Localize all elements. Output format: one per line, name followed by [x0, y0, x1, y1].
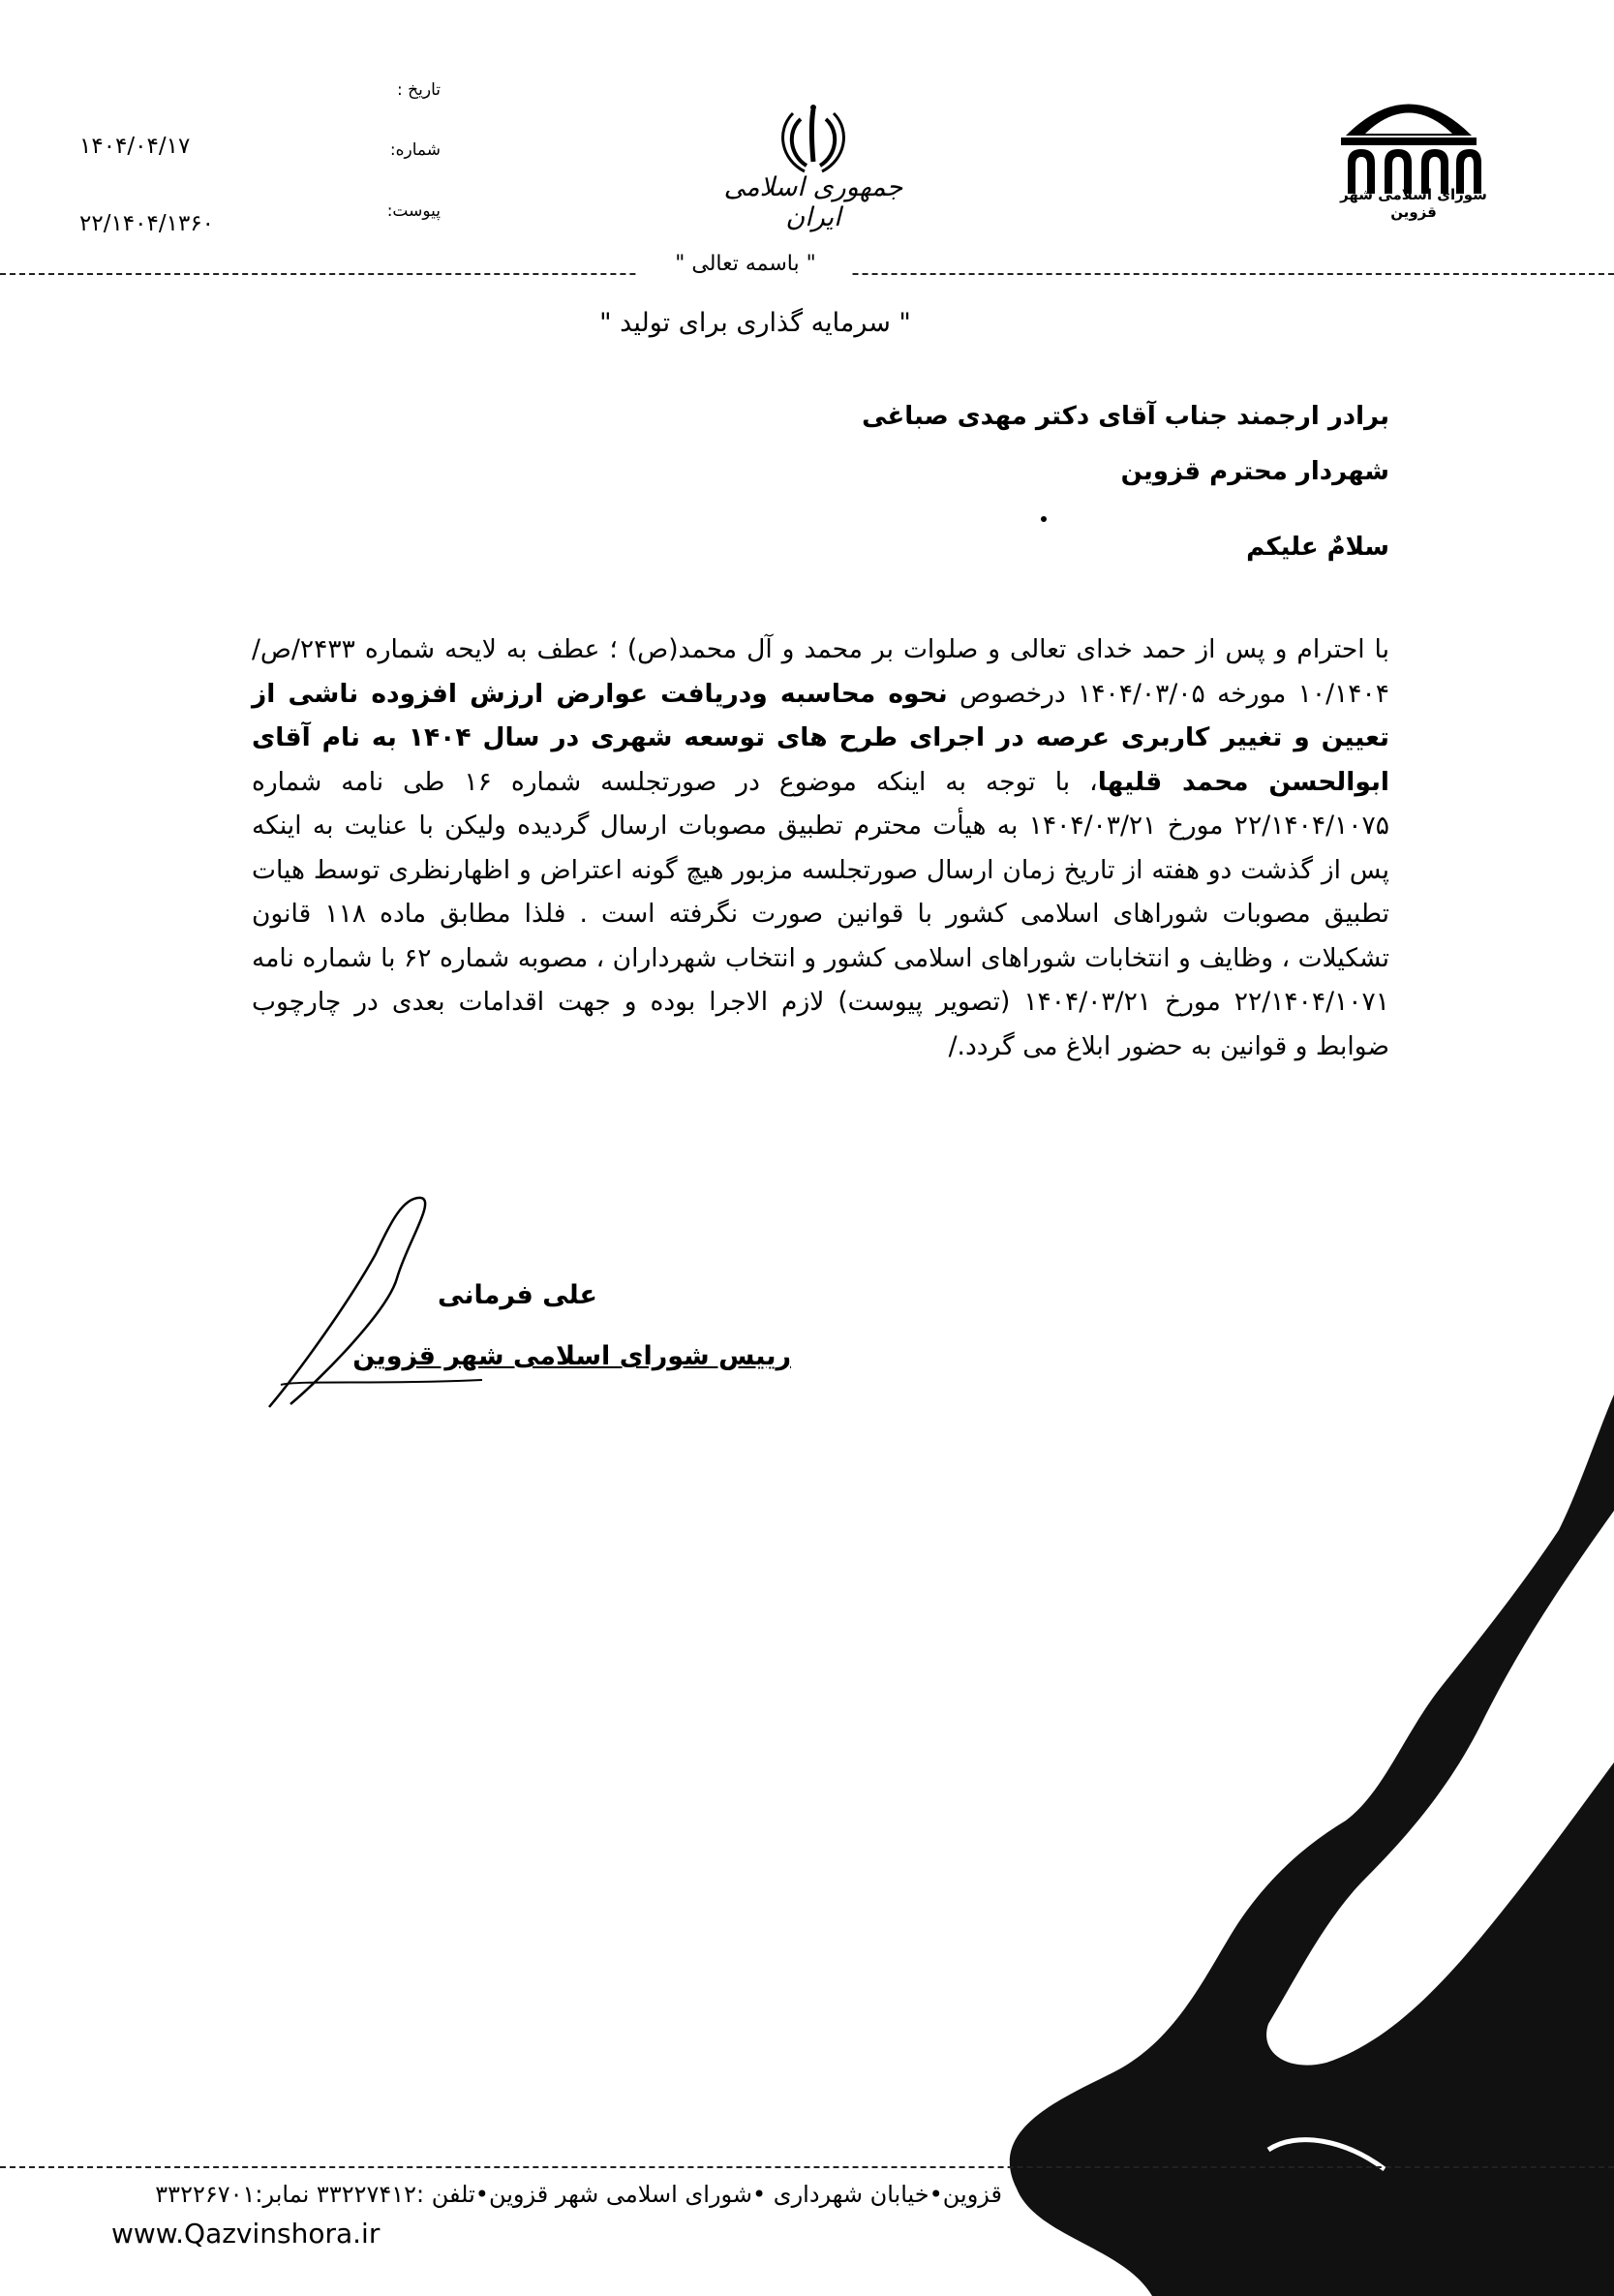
iran-emblem-icon — [779, 102, 847, 179]
signer-title: رییس شورای اسلامی شهر قزوین — [352, 1341, 791, 1371]
emblem-caption: جمهوری اسلامی ایران — [723, 172, 903, 232]
slogan: " سرمایه گذاری برای تولید " — [599, 308, 911, 338]
letter-body — [252, 628, 1389, 1068]
greeting: سلامٌ علیکم — [1246, 533, 1389, 562]
addressee-title: شهردار محترم قزوین — [1120, 457, 1389, 486]
council-logo-caption: شورای اسلامی شهر قزوین — [1340, 186, 1487, 221]
footer-address: قزوین•خیابان شهرداری •شورای اسلامی شهر قزوین•تلفن :۳۳۲۲۷۴۱۲ نمابر:۳۳۲۲۶۷۰۱ — [155, 2181, 1002, 2208]
crowd-illustration — [978, 1394, 1614, 2296]
body-main: ، با توجه به اینکه موضوع در صورتجلسه شماره ۱۶ طی نامه شماره ۲۲/۱۴۰۴/۱۰۷۵ مورخ ۱۴۰۴/۰۳/۲۱ به هیأت محترم تطبیق مصوبات ارسال گردیده ولیکن با عنایت به اینکه پس از گذشت دو هفته از تاریخ زمان ارسال صورتجلسه مزبور هیچ گونه اعتراض و اظهارنظری توسط هیات تطبیق مصوبات شوراهای اسلامی کشور با قوانین صورت نگرفته است . فلذا مطابق ماده ۱۱۸ قانون تشکیلات ، وظایف و انتخابات شوراهای اسلامی کشور و انتخاب شهرداران ، مصوبه شماره ۶۲ با شماره نامه ۲۲/۱۴۰۴/۱۰۷۱ مورخ ۱۴۰۴/۰۳/۲۱ (تصویر پیوست) لازم الاجرا بوده و جهت اقدامات بعدی در چارچوب ضوابط و قوانین به حضور ابلاغ می گردد./ — [252, 766, 1389, 1061]
date-value: ۱۴۰۴/۰۴/۱۷ — [79, 134, 191, 159]
body-intro: با احترام و پس از حمد خدای تعالی و صلوات بر محمد و آل محمد(ص) ؛ عطف به لایحه شماره ۲۴۳۳/ص/۱۰/۱۴۰۴ مورخه ۱۴۰۴/۰۳/۰۵ درخصوص — [252, 634, 1389, 709]
attachment-label: پیوست: — [386, 201, 441, 221]
number-label: شماره: — [389, 140, 441, 160]
basmala: " باسمه تعالی " — [639, 252, 852, 276]
signer-name: علی فرمانی — [438, 1280, 597, 1310]
footer-divider — [0, 2166, 1614, 2168]
letter-number-value: ۲۲/۱۴۰۴/۱۳۶۰ — [79, 211, 215, 236]
body-subject: نحوه محاسبه ودریافت عوارض ارزش افزوده ناشی از تعیین و تغییر کاربری عرصه در اجرای طرح های توسعه شهری در سال ۱۴۰۴ به نام آقای ابوالحسن محمد قلیها — [252, 678, 1389, 797]
date-label: تاریخ : — [397, 80, 441, 100]
addressee-name: برادر ارجمند جناب آقای دکتر مهدی صباغی — [862, 402, 1389, 431]
council-logo-icon — [1326, 77, 1491, 203]
website-link[interactable]: www.Qazvinshora.ir — [111, 2218, 381, 2250]
ink-dot — [1041, 516, 1047, 522]
